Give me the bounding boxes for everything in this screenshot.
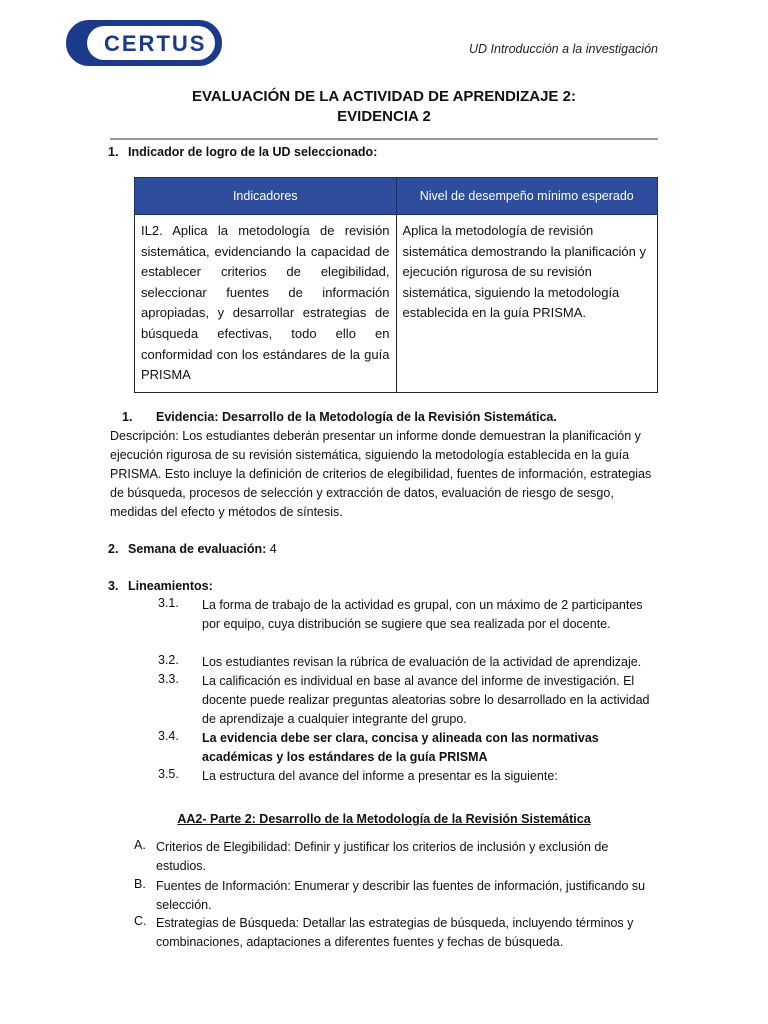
indicators-table: [134, 177, 658, 393]
aa2-heading: AA2- Parte 2: Desarrollo de la Metodología de la Revisión Sistemática: [177, 812, 591, 826]
guideline-text: Los estudiantes revisan la rúbrica de evaluación de la actividad de aprendizaje.: [202, 655, 642, 669]
guideline-number: 3.2.: [158, 653, 179, 667]
guideline-text: La evidencia debe ser clara, concisa y alineada con las normativas académicas y los estándares de la guía PRISMA: [202, 731, 599, 764]
evidence-description: Descripción: Los estudiantes deberán presentar un informe donde demuestran la planificación y ejecución rigurosa de su revisión sistemática, siguiendo la metodología establecida en la guía PRISMA. Esto incluye la definición de criterios de elegibilidad, fuentes de información, estrategias de búsqueda, procesos de selección y extracción de datos, evaluación de riesgo de sesgo, medidas del efecto y métodos de síntesis.: [110, 429, 652, 519]
guideline-text: La forma de trabajo de la actividad es grupal, con un máximo de 2 participantes por equipo, cuya distribución se sugiere que sea realizada por el docente.: [202, 598, 643, 631]
document-title-line1: EVALUACIÓN DE LA ACTIVIDAD DE APRENDIZAJE 2:: [192, 88, 576, 105]
section2-value: 4: [269, 542, 277, 556]
table-row: [135, 215, 658, 393]
item-text: Estrategias de Búsqueda: Detallar las estrategias de búsqueda, incluyendo términos y combinaciones, adaptaciones a diferentes fuentes y fechas de búsqueda.: [156, 916, 634, 949]
guideline-text: La estructura del avance del informe a presentar es la siguiente:: [202, 769, 558, 783]
certus-logo: [66, 20, 222, 66]
table-header-level: Nivel de desempeño mínimo esperado: [396, 178, 658, 215]
guideline-text: La calificación es individual en base al avance del informe de investigación. El docente puede realizar preguntas aleatorias sobre lo desarrollado en la actividad de aprendizaje a cualquier integrante del grupo.: [202, 674, 650, 726]
table-header-indicators: Indicadores: [135, 178, 397, 215]
guideline-number: 3.3.: [158, 672, 179, 686]
guideline-number: 3.5.: [158, 767, 179, 781]
section3-number: 3.: [108, 579, 119, 593]
document-title-line2: EVIDENCIA 2: [337, 108, 431, 125]
logo-text: CERTUS: [104, 31, 207, 56]
item-text: Criterios de Elegibilidad: Definir y justificar los criterios de inclusión y exclusión de estudios.: [156, 840, 609, 873]
course-name: UD Introducción a la investigación: [469, 42, 658, 56]
evidence-number: 1.: [122, 410, 133, 424]
guideline-number: 3.1.: [158, 596, 179, 610]
level-cell: Aplica la metodología de revisión sistemática demostrando la planificación y ejecución rigurosa de su revisión sistemática, siguiendo la metodología establecida en la guía PRISMA.: [396, 215, 658, 393]
section2-label: Semana de evaluación:: [128, 542, 267, 556]
section1-heading: Indicador de logro de la UD seleccionado:: [128, 145, 378, 159]
item-letter: C.: [134, 914, 147, 928]
section1-number: 1.: [108, 145, 119, 159]
item-letter: B.: [134, 877, 146, 891]
guideline-number: 3.4.: [158, 729, 179, 743]
item-letter: A.: [134, 838, 146, 852]
evidence-heading: Evidencia: Desarrollo de la Metodología de la Revisión Sistemática.: [156, 410, 557, 424]
title-divider: [110, 138, 658, 140]
indicator-cell: IL2. Aplica la metodología de revisión sistemática, evidenciando la capacidad de establecer criterios de elegibilidad, seleccionar fuentes de información apropiadas, y desarrollar estrategias de búsqueda efectivas, todo ello en conformidad con los estándares de la guía PRISMA: [135, 215, 397, 393]
item-text: Fuentes de Información: Enumerar y describir las fuentes de información, justificando su selección.: [156, 879, 646, 912]
section3-heading: Lineamientos:: [128, 579, 213, 593]
section2-number: 2.: [108, 542, 119, 556]
section2-line: [128, 540, 277, 559]
